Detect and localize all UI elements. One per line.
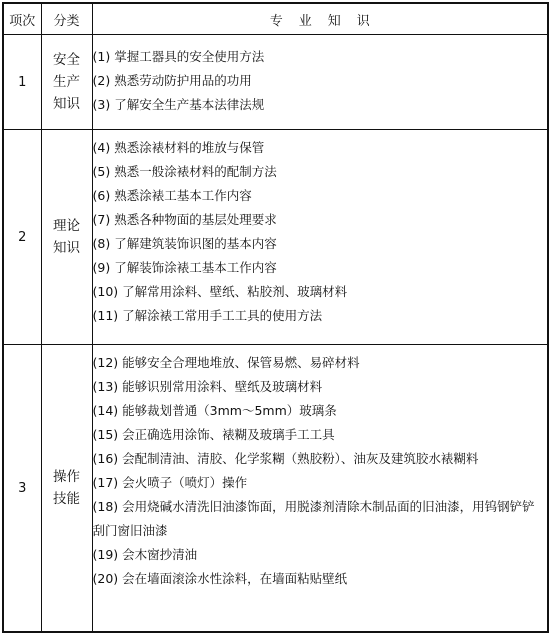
item-number: (11)	[92, 308, 119, 323]
list-item	[93, 232, 548, 256]
item-text: 了解常用涂料、壁纸、粘胶剂、玻璃材料	[122, 284, 348, 299]
item-number: (2)	[92, 73, 111, 88]
list-item	[93, 256, 548, 280]
list-item	[93, 375, 548, 399]
item-number: (5)	[92, 164, 111, 179]
item-number: (6)	[92, 188, 111, 203]
item-number: (9)	[92, 260, 111, 275]
item-number: (12)	[92, 355, 119, 370]
list-item	[93, 399, 548, 423]
item-text: 熟悉一般涂裱材料的配制方法	[114, 164, 277, 179]
knowledge-cell	[92, 345, 548, 633]
list-item	[93, 208, 548, 232]
list-item	[93, 495, 548, 543]
category-cell	[41, 130, 92, 345]
header-no: 项次	[3, 3, 41, 35]
category-line: 技能	[53, 491, 80, 507]
item-text: 了解装饰涂裱工基本工作内容	[114, 260, 277, 275]
item-text: 了解涂裱工常用手工工具的使用方法	[122, 308, 323, 323]
list-item	[93, 567, 548, 591]
category-line: 理论	[53, 218, 80, 234]
list-item	[93, 351, 548, 375]
table-row	[3, 345, 548, 633]
item-number: (3)	[92, 97, 111, 112]
item-number: (8)	[92, 236, 111, 251]
list-item	[93, 543, 548, 567]
row-number: 3	[3, 345, 41, 633]
item-number: (18)	[92, 499, 119, 514]
list-item	[93, 160, 548, 184]
item-text: 熟悉涂裱材料的堆放与保管	[114, 140, 265, 155]
item-text: 能够裁划普通（3mm～5mm）玻璃条	[122, 403, 337, 418]
item-text: 能够识别常用涂料、壁纸及玻璃材料	[122, 379, 323, 394]
item-text: 掌握工器具的安全使用方法	[114, 49, 265, 64]
item-text: 会配制清油、清胶、化学浆糊（熟胶粉）、油灰及建筑胶水裱糊料	[122, 451, 479, 466]
table-header-row	[3, 3, 548, 35]
list-item	[93, 136, 548, 160]
list-item	[93, 93, 548, 117]
knowledge-cell	[92, 130, 548, 345]
row-number: 1	[3, 35, 41, 130]
item-number: (13)	[92, 379, 119, 394]
knowledge-cell	[92, 35, 548, 130]
item-text: 会火喷子（喷灯）操作	[122, 475, 248, 490]
category-line: 知识	[53, 96, 80, 112]
item-text: 熟悉劳动防护用品的功用	[114, 73, 252, 88]
item-number: (14)	[92, 403, 119, 418]
item-text: 会木窗抄清油	[122, 547, 198, 562]
item-number: (17)	[92, 475, 119, 490]
item-text: 会用烧碱水清洗旧油漆饰面，用脱漆剂清除木制品面的旧油漆，用钨钢铲铲刮门窗旧油漆	[92, 499, 535, 538]
list-item	[93, 304, 548, 328]
item-text: 能够安全合理地堆放、保管易燃、易碎材料	[122, 355, 360, 370]
list-item	[93, 69, 548, 93]
row-number: 2	[3, 130, 41, 345]
category-cell	[41, 35, 92, 130]
item-text: 会在墙面滚涂水性涂料，在墙面粘贴壁纸	[122, 571, 348, 586]
table-row	[3, 130, 548, 345]
list-item	[93, 471, 548, 495]
knowledge-table	[2, 2, 549, 633]
item-number: (7)	[92, 212, 111, 227]
category-cell	[41, 345, 92, 633]
item-number: (15)	[92, 427, 119, 442]
list-item	[93, 45, 548, 69]
header-category: 分类	[41, 3, 92, 35]
item-text: 了解建筑装饰识图的基本内容	[114, 236, 277, 251]
item-number: (1)	[92, 49, 111, 64]
item-text: 会正确选用涂饰、裱糊及玻璃手工工具	[122, 427, 335, 442]
item-number: (4)	[92, 140, 111, 155]
item-text: 熟悉各种物面的基层处理要求	[114, 212, 277, 227]
list-item	[93, 423, 548, 447]
item-number: (10)	[92, 284, 119, 299]
list-item	[93, 280, 548, 304]
category-line: 操作	[53, 469, 80, 485]
category-line: 安全	[53, 52, 80, 68]
table-row	[3, 35, 548, 130]
item-text: 了解安全生产基本法律法规	[114, 97, 265, 112]
item-text: 熟悉涂裱工基本工作内容	[114, 188, 252, 203]
header-knowledge: 专业知识	[92, 3, 548, 35]
item-number: (19)	[92, 547, 119, 562]
category-line: 生产	[53, 74, 80, 90]
item-number: (20)	[92, 571, 119, 586]
category-line: 知识	[53, 240, 80, 256]
item-number: (16)	[92, 451, 119, 466]
list-item	[93, 184, 548, 208]
list-item	[93, 447, 548, 471]
